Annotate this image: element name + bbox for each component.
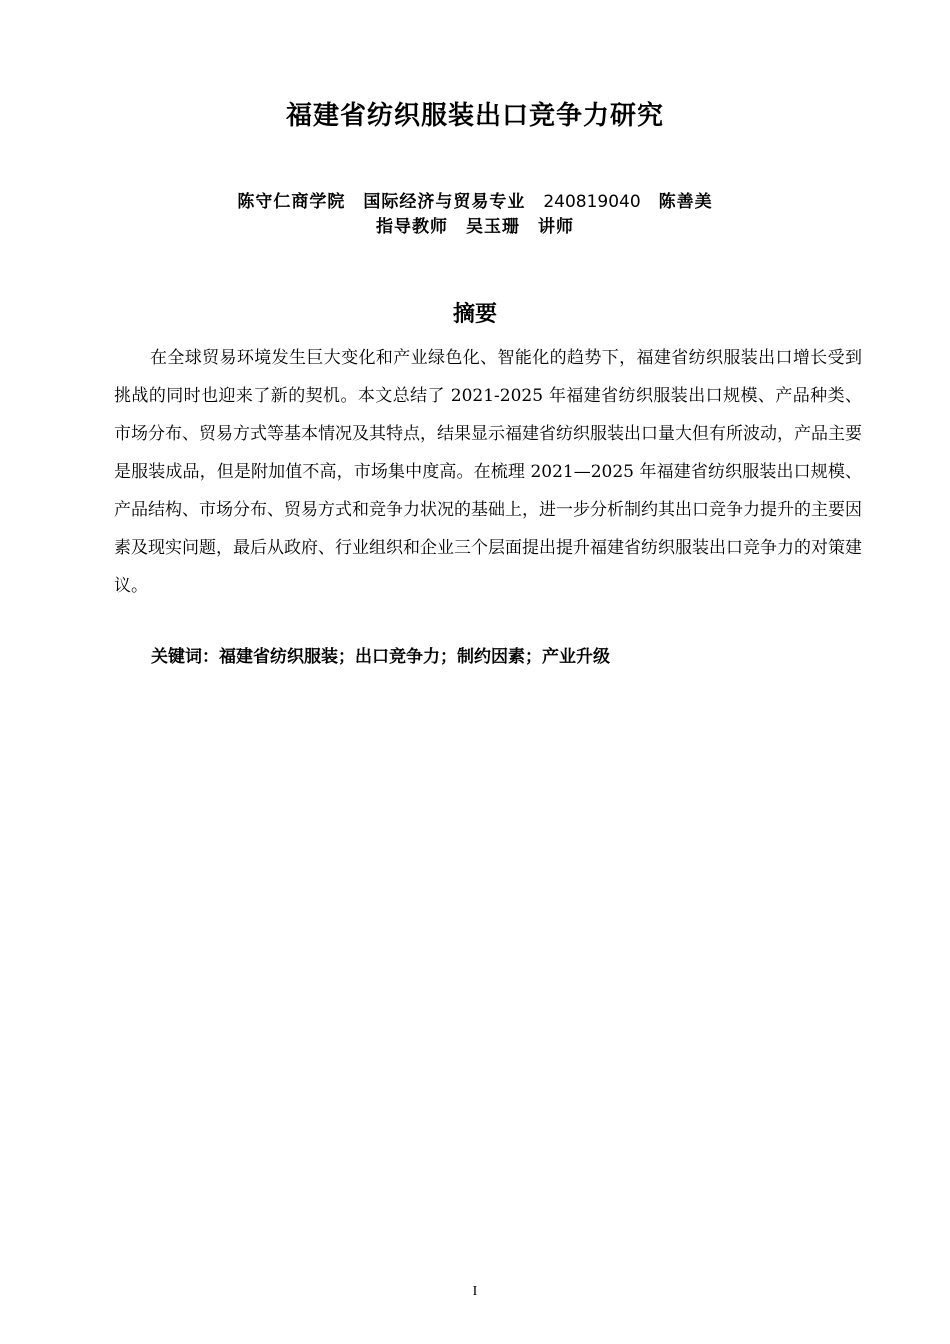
abstract-body: 在全球贸易环境发生巨大变化和产业绿色化、智能化的趋势下，福建省纺织服装出口增长受到挑战的同时也迎来了新的契机。本文总结了 2021-2025 年福建省纺织服装出口规模、产品种类、市场分布、贸易方式等基本情况及其特点，结果显示福建省纺织服装出口量大但有所波动，产品主要是服装成品，但是附加值不高，市场集中度高。在梳理 2021—2025 年福建省纺织服装出口规模、产品结构、市场分布、贸易方式和竞争力状况的基础上，进一步分析制约其出口竞争力提升的主要因素及现实问题，最后从政府、行业组织和企业三个层面提出提升福建省纺织服装出口竞争力的对策建议。	[114, 348, 862, 596]
advisor-name: 吴玉珊	[466, 217, 520, 237]
author-name: 陈善美	[658, 192, 713, 212]
keywords-line: 关键词：福建省纺织服装；出口竞争力；制约因素；产业升级	[151, 647, 610, 667]
college-name: 陈守仁商学院	[237, 192, 346, 212]
page-number: I	[472, 1284, 478, 1299]
major-name: 国际经济与贸易专业	[363, 192, 526, 212]
student-id: 240819040	[543, 192, 641, 212]
paper-title: 福建省纺织服装出口竞争力研究	[285, 101, 664, 131]
advisor-info-line	[0, 214, 950, 240]
abstract-heading: 摘要	[452, 302, 497, 327]
advisor-label: 指导教师	[376, 217, 448, 237]
author-info-line	[0, 189, 950, 215]
advisor-title: 讲师	[538, 217, 574, 237]
